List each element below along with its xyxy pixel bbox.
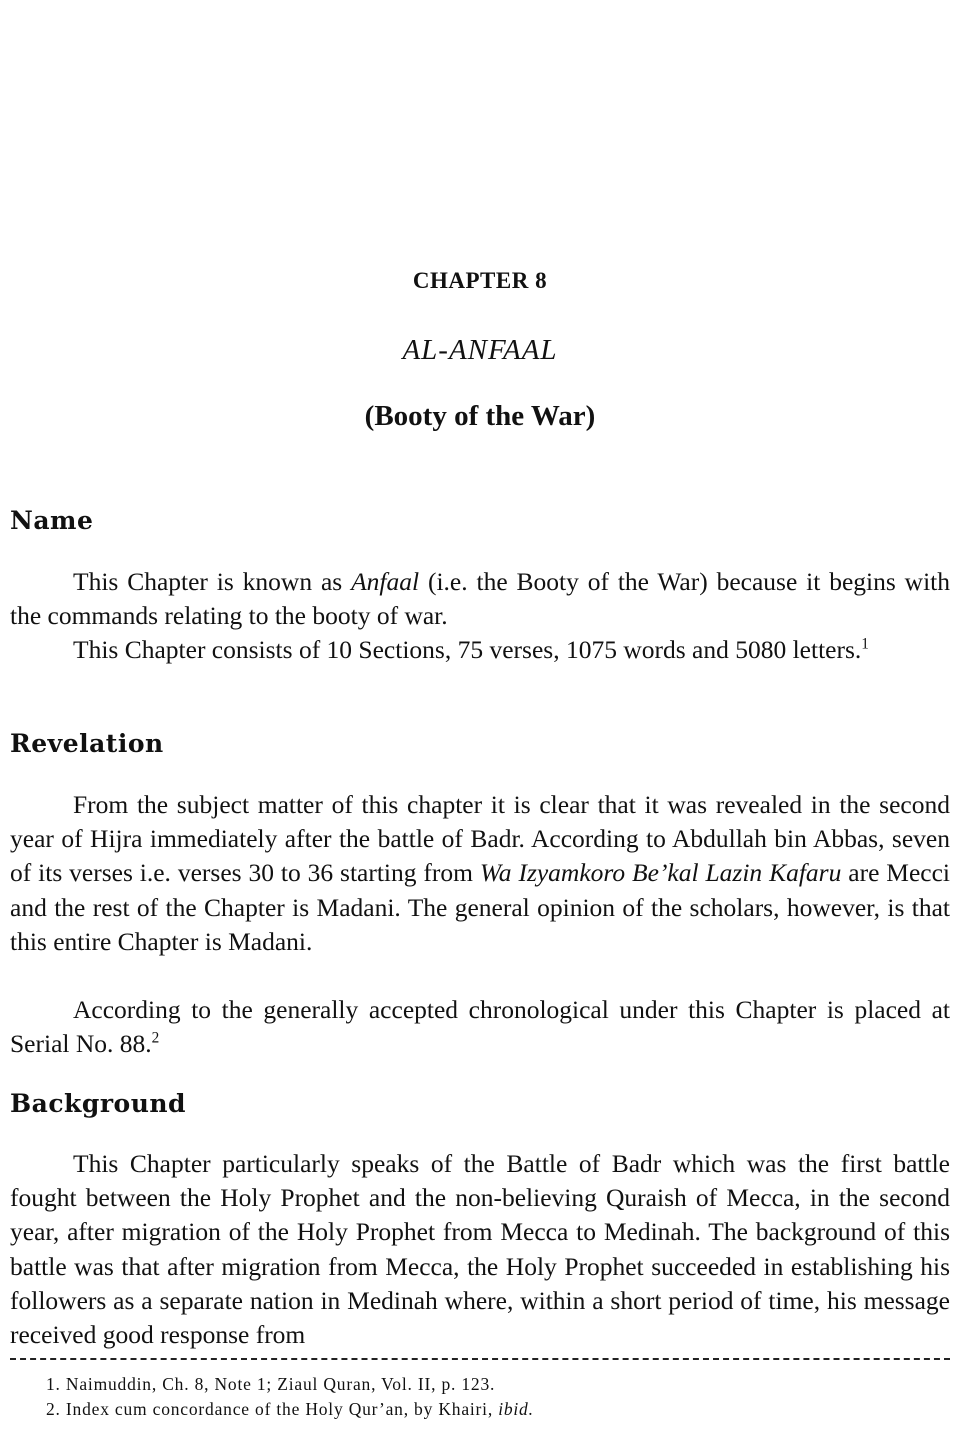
text-run: This Chapter consists of 10 Sections, 75 verses, 1075 words and 5080 letters. bbox=[73, 635, 862, 664]
footnote-ref: 1 bbox=[861, 635, 869, 653]
chapter-subtitle: (Booty of the War) bbox=[364, 400, 596, 432]
chapter-number: CHAPTER 8 bbox=[412, 268, 548, 293]
text-run: 2. Index cum concordance of the Holy Qur’an, by Khairi, bbox=[46, 1399, 499, 1419]
italic-term: Anfaal bbox=[351, 567, 420, 596]
text-run: are Mecci and the rest of the Chapter is Madani. The general opinion of the scholars, however, is that this entire Chapter is Madani. bbox=[10, 858, 951, 956]
section-heading-background: Background bbox=[10, 1089, 187, 1118]
text-run: This Chapter particularly speaks of the Battle of Badr which was the first battle fought between the Holy Prophet and the non-believing Quraish of Mecca, in the second year, after migration of the Holy Prophet from Mecca to Medinah. The background of this battle was that after migration from Mecca, the Holy Prophet succeeded in establishing his followers as a separate nation in Medinah where, within a short period of time, his message received good response from bbox=[10, 1149, 950, 1350]
italic-term: Wa Izyamkoro Be’kal Lazin Kafaru bbox=[479, 858, 842, 888]
text-run: According to the generally accepted chronological under this Chapter is placed at Serial No. 88. bbox=[10, 995, 950, 1059]
section-heading-name: Name bbox=[10, 506, 94, 535]
footnote-divider bbox=[10, 1358, 950, 1360]
section-heading-revelation: Revelation bbox=[10, 729, 164, 758]
footnote-2 bbox=[46, 1399, 534, 1420]
italic-term: ibid. bbox=[498, 1399, 534, 1419]
name-paragraph-1 bbox=[10, 565, 950, 633]
footnote-1: 1. Naimuddin, Ch. 8, Note 1; Ziaul Quran, Vol. II, p. 123. bbox=[46, 1374, 496, 1394]
revelation-paragraph-2 bbox=[10, 993, 950, 1061]
background-paragraph-1 bbox=[10, 1147, 950, 1352]
text-run: (i.e. the Booty of the War) because it begins with the commands relating to the booty of war. bbox=[10, 567, 950, 631]
name-paragraph-2 bbox=[10, 633, 950, 667]
text-run: From the subject matter of this chapter it is clear that it was revealed in the second year of Hijra immediately after the battle of Badr. According to Abdullah bin Abbas, seven of its verses i.e. verses 30 to 36 starting from bbox=[10, 790, 950, 888]
chapter-title: AL-ANFAAL bbox=[402, 334, 558, 366]
revelation-paragraph-1 bbox=[10, 788, 950, 959]
footnote-ref: 2 bbox=[151, 1029, 160, 1047]
text-run: This Chapter is known as bbox=[73, 567, 352, 596]
